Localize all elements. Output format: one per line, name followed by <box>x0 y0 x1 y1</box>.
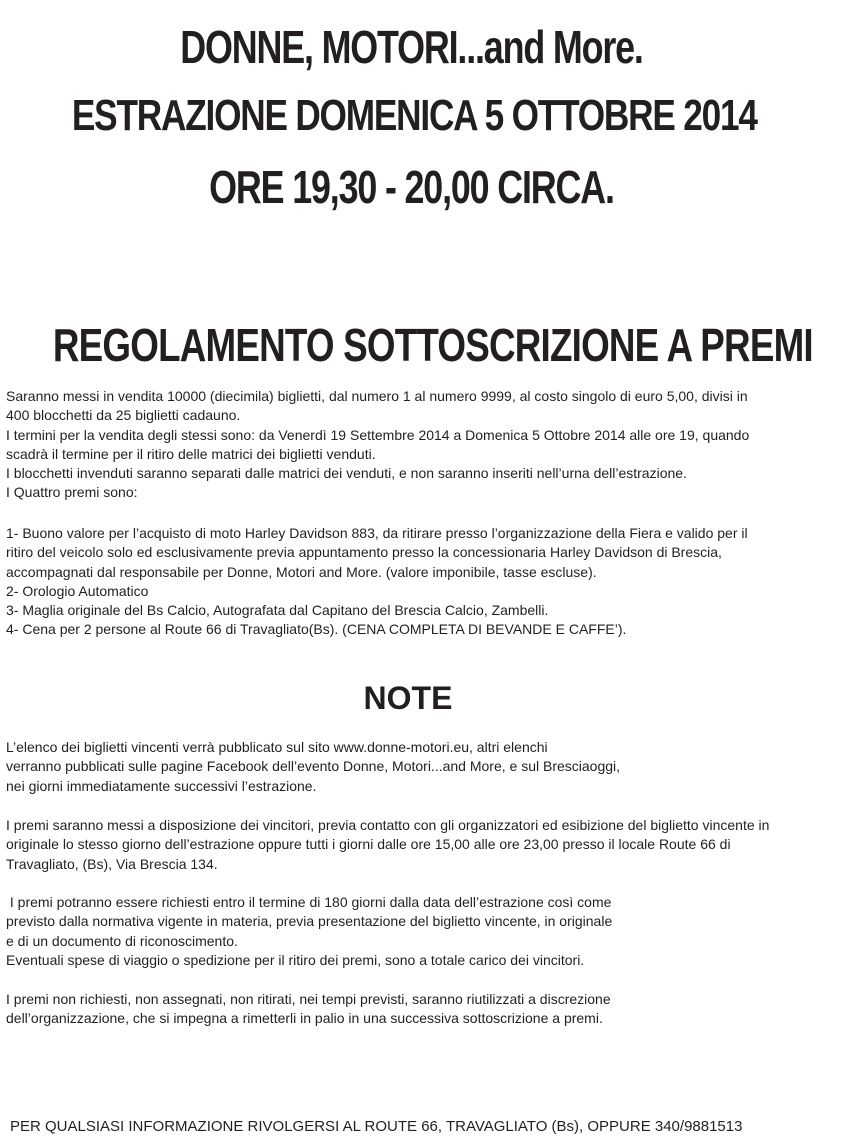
text-line: I blocchetti invenduti saranno separati dalle matrici dei venduti, e non saranno inseriti nell’urna dell’estrazione. <box>6 465 687 482</box>
note-title: NOTE <box>363 680 453 716</box>
prize-line: 2- Orologio Automatico <box>6 582 149 599</box>
prize-line: 4- Cena per 2 persone al Route 66 di Travagliato(Bs). (CENA COMPLETA DI BEVANDE E CAFFE’). <box>6 621 627 638</box>
text-line: I premi non richiesti, non assegnati, non ritirati, nei tempi previsti, saranno riutilizzati a discrezione <box>6 991 611 1007</box>
prize-line: ritiro del veicolo solo ed esclusivamente previa appuntamento presso la concessionaria Harley Davidson di Brescia, <box>6 544 722 561</box>
note-paragraph-unclaimed <box>6 990 842 1029</box>
prize-line: accompagnati dal responsabile per Donne, Motori and More. (valore imponibile, tasse escluse). <box>6 563 597 580</box>
draw-date-heading: ESTRAZIONE DOMENICA 5 OTTOBRE 2014 <box>71 91 757 140</box>
text-line: I termini per la vendita degli stessi sono: da Venerdì 19 Settembre 2014 a Domenica 5 Ottobre 2014 alle ore 19, quando <box>6 426 750 443</box>
text-line: originale lo stesso giorno dell’estrazione oppure tutti i giorni dalle ore 15,00 alle ore 23,00 presso il locale Route 66 di <box>6 836 731 853</box>
event-title: DONNE, MOTORI...and More. <box>180 21 643 73</box>
text-line: 400 blocchetti da 25 biglietti cadauno. <box>6 407 241 424</box>
text-line: scadrà il termine per il ritiro delle matrici dei biglietti venduti. <box>6 445 376 462</box>
text-line: Travagliato, (Bs), Via Brescia 134. <box>6 855 218 872</box>
text-line: I Quattro premi sono: <box>6 484 138 501</box>
text-line: dell’organizzazione, che si impegna a rimetterli in palio in una successiva sottoscrizione a premi. <box>6 1010 603 1027</box>
text-line: verranno pubblicati sulle pagine Facebook dell’evento Donne, Motori...and More, e sul Bresciaoggi, <box>6 758 621 775</box>
draw-time-heading: ORE 19,30 - 20,00 CIRCA. <box>209 161 614 213</box>
text-line: Eventuali spese di viaggio o spedizione per il ritiro dei premi, sono a totale carico dei vincitori. <box>6 951 585 968</box>
prize-line: 3- Maglia originale del Bs Calcio, Autografata dal Capitano del Brescia Calcio, Zambelli. <box>6 602 549 619</box>
text-line: previsto dalla normativa vigente in materia, previa presentazione del biglietto vincente, in originale <box>6 913 613 930</box>
note-paragraph-publication <box>6 738 842 796</box>
prize-line: 1- Buono valore per l’acquisto di moto Harley Davidson 883, da ritirare presso l’organizzazione della Fiera e valido per il <box>6 525 748 541</box>
text-line: nei giorni immediatamente successivi l’estrazione. <box>6 777 317 794</box>
text-line: I premi potranno essere richiesti entro il termine di 180 giorni dalla data dell’estrazione così come <box>6 894 612 910</box>
regolamento-title: REGOLAMENTO SOTTOSCRIZIONE A PREMI <box>52 319 813 371</box>
text-line: L’elenco dei biglietti vincenti verrà pubblicato sul sito www.donne-motori.eu, altri elenchi <box>6 739 548 755</box>
text-line: e di un documento di riconoscimento. <box>6 932 238 949</box>
text-line: I premi saranno messi a disposizione dei vincitori, previa contatto con gli organizzatori ed esibizione del biglietto vincente in <box>6 817 770 833</box>
regolamento-intro <box>6 387 842 503</box>
contact-footer: PER QUALSIASI INFORMAZIONE RIVOLGERSI AL ROUTE 66, TRAVAGLIATO (Bs), OPPURE 340/9881513 <box>10 1118 743 1135</box>
text-line: Saranno messi in vendita 10000 (diecimila) biglietti, dal numero 1 al numero 9999, al costo singolo di euro 5,00, divisi in <box>6 388 748 404</box>
note-paragraph-deadline <box>6 893 842 970</box>
note-paragraph-collection <box>6 816 842 874</box>
prizes-list <box>6 524 842 640</box>
